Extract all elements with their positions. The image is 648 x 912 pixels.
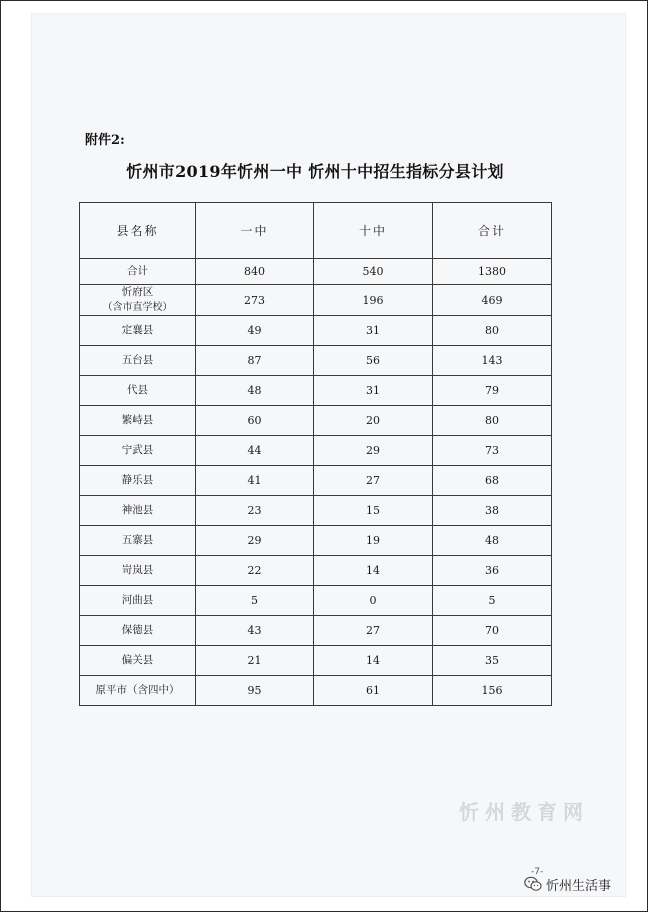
- county-name: 五寨县: [121, 534, 154, 546]
- cell-yizhong: 273: [196, 285, 314, 316]
- table-row: [80, 616, 552, 646]
- cell-total: 35: [433, 646, 552, 676]
- county-name: 忻府区: [121, 286, 154, 298]
- cell-shizhong: 61: [314, 676, 433, 706]
- cell-yizhong: 87: [196, 346, 314, 376]
- cell-county-name: [80, 586, 196, 616]
- cell-county-name: [80, 556, 196, 586]
- enrollment-plan-table: [79, 202, 552, 706]
- cell-yizhong: 21: [196, 646, 314, 676]
- cell-shizhong: 27: [314, 616, 433, 646]
- cell-yizhong: 60: [196, 406, 314, 436]
- cell-total: 38: [433, 496, 552, 526]
- table-row: [80, 259, 552, 285]
- cell-county-name: [80, 285, 196, 316]
- table-row: [80, 346, 552, 376]
- cell-yizhong: 23: [196, 496, 314, 526]
- cell-total: 68: [433, 466, 552, 496]
- cell-total: 36: [433, 556, 552, 586]
- brand-text: 忻州生活事: [546, 878, 612, 894]
- table-row: [80, 376, 552, 406]
- cell-shizhong: 15: [314, 496, 433, 526]
- cell-shizhong: 27: [314, 466, 433, 496]
- cell-total: 156: [433, 676, 552, 706]
- cell-county-name: [80, 676, 196, 706]
- cell-shizhong: 14: [314, 556, 433, 586]
- cell-county-name: [80, 526, 196, 556]
- cell-total: 5: [433, 586, 552, 616]
- county-name: 偏关县: [121, 654, 154, 666]
- cell-county-name: [80, 466, 196, 496]
- table-row: [80, 406, 552, 436]
- county-name: 保德县: [121, 624, 154, 636]
- cell-shizhong: 196: [314, 285, 433, 316]
- county-name: 五台县: [121, 354, 154, 366]
- cell-yizhong: 840: [196, 259, 314, 285]
- table-row: [80, 285, 552, 316]
- county-name: 神池县: [121, 504, 154, 516]
- cell-total: 48: [433, 526, 552, 556]
- cell-county-name: [80, 316, 196, 346]
- table-row: [80, 526, 552, 556]
- cell-shizhong: 56: [314, 346, 433, 376]
- county-name: 定襄县: [121, 324, 154, 336]
- header-total: 合计: [433, 203, 552, 259]
- cell-yizhong: 43: [196, 616, 314, 646]
- cell-shizhong: 0: [314, 586, 433, 616]
- cell-yizhong: 5: [196, 586, 314, 616]
- table-row: [80, 316, 552, 346]
- county-name: 繁峙县: [121, 414, 154, 426]
- cell-yizhong: 48: [196, 376, 314, 406]
- cell-yizhong: 29: [196, 526, 314, 556]
- cell-yizhong: 44: [196, 436, 314, 466]
- table-row: [80, 466, 552, 496]
- cell-shizhong: 19: [314, 526, 433, 556]
- cell-shizhong: 20: [314, 406, 433, 436]
- cell-county-name: [80, 406, 196, 436]
- cell-shizhong: 31: [314, 376, 433, 406]
- table-body: [80, 259, 552, 706]
- table-row: [80, 556, 552, 586]
- header-yizhong: 一中: [196, 203, 314, 259]
- page-number: -7-: [531, 867, 544, 877]
- table-row: [80, 676, 552, 706]
- cell-total: 143: [433, 346, 552, 376]
- cell-yizhong: 22: [196, 556, 314, 586]
- cell-total: 80: [433, 406, 552, 436]
- cell-total: 1380: [433, 259, 552, 285]
- county-name: 合计: [127, 265, 148, 277]
- cell-county-name: [80, 346, 196, 376]
- cell-county-name: [80, 616, 196, 646]
- cell-county-name: [80, 646, 196, 676]
- cell-shizhong: 540: [314, 259, 433, 285]
- county-name: 宁武县: [121, 444, 154, 456]
- header-shizhong: 十中: [314, 203, 433, 259]
- brand-badge: [524, 873, 611, 895]
- attachment-label: 附件2:: [85, 133, 125, 148]
- header-county: 县名称: [80, 203, 196, 259]
- cell-total: 469: [433, 285, 552, 316]
- cell-yizhong: 41: [196, 466, 314, 496]
- cell-county-name: [80, 496, 196, 526]
- table-header-row: [80, 203, 552, 259]
- watermark: 忻州教育网: [459, 800, 589, 824]
- cell-total: 73: [433, 436, 552, 466]
- cell-total: 80: [433, 316, 552, 346]
- cell-yizhong: 49: [196, 316, 314, 346]
- cell-shizhong: 31: [314, 316, 433, 346]
- cell-yizhong: 95: [196, 676, 314, 706]
- county-name-note: （含市直学校）: [102, 302, 173, 313]
- table-row: [80, 496, 552, 526]
- cell-total: 79: [433, 376, 552, 406]
- cell-shizhong: 14: [314, 646, 433, 676]
- cell-total: 70: [433, 616, 552, 646]
- cell-county-name: [80, 259, 196, 285]
- county-name: 代县: [127, 384, 148, 396]
- cell-county-name: [80, 376, 196, 406]
- county-name: 河曲县: [121, 594, 154, 606]
- document-title: 忻州市2019年忻州一中 忻州十中招生指标分县计划: [126, 162, 504, 181]
- cell-county-name: [80, 436, 196, 466]
- wechat-icon: [524, 876, 542, 892]
- county-name: 静乐县: [121, 474, 154, 486]
- county-name: 岢岚县: [121, 564, 154, 576]
- table-row: [80, 646, 552, 676]
- table-row: [80, 436, 552, 466]
- cell-shizhong: 29: [314, 436, 433, 466]
- county-name: 原平市（含四中）: [95, 684, 180, 696]
- table-row: [80, 586, 552, 616]
